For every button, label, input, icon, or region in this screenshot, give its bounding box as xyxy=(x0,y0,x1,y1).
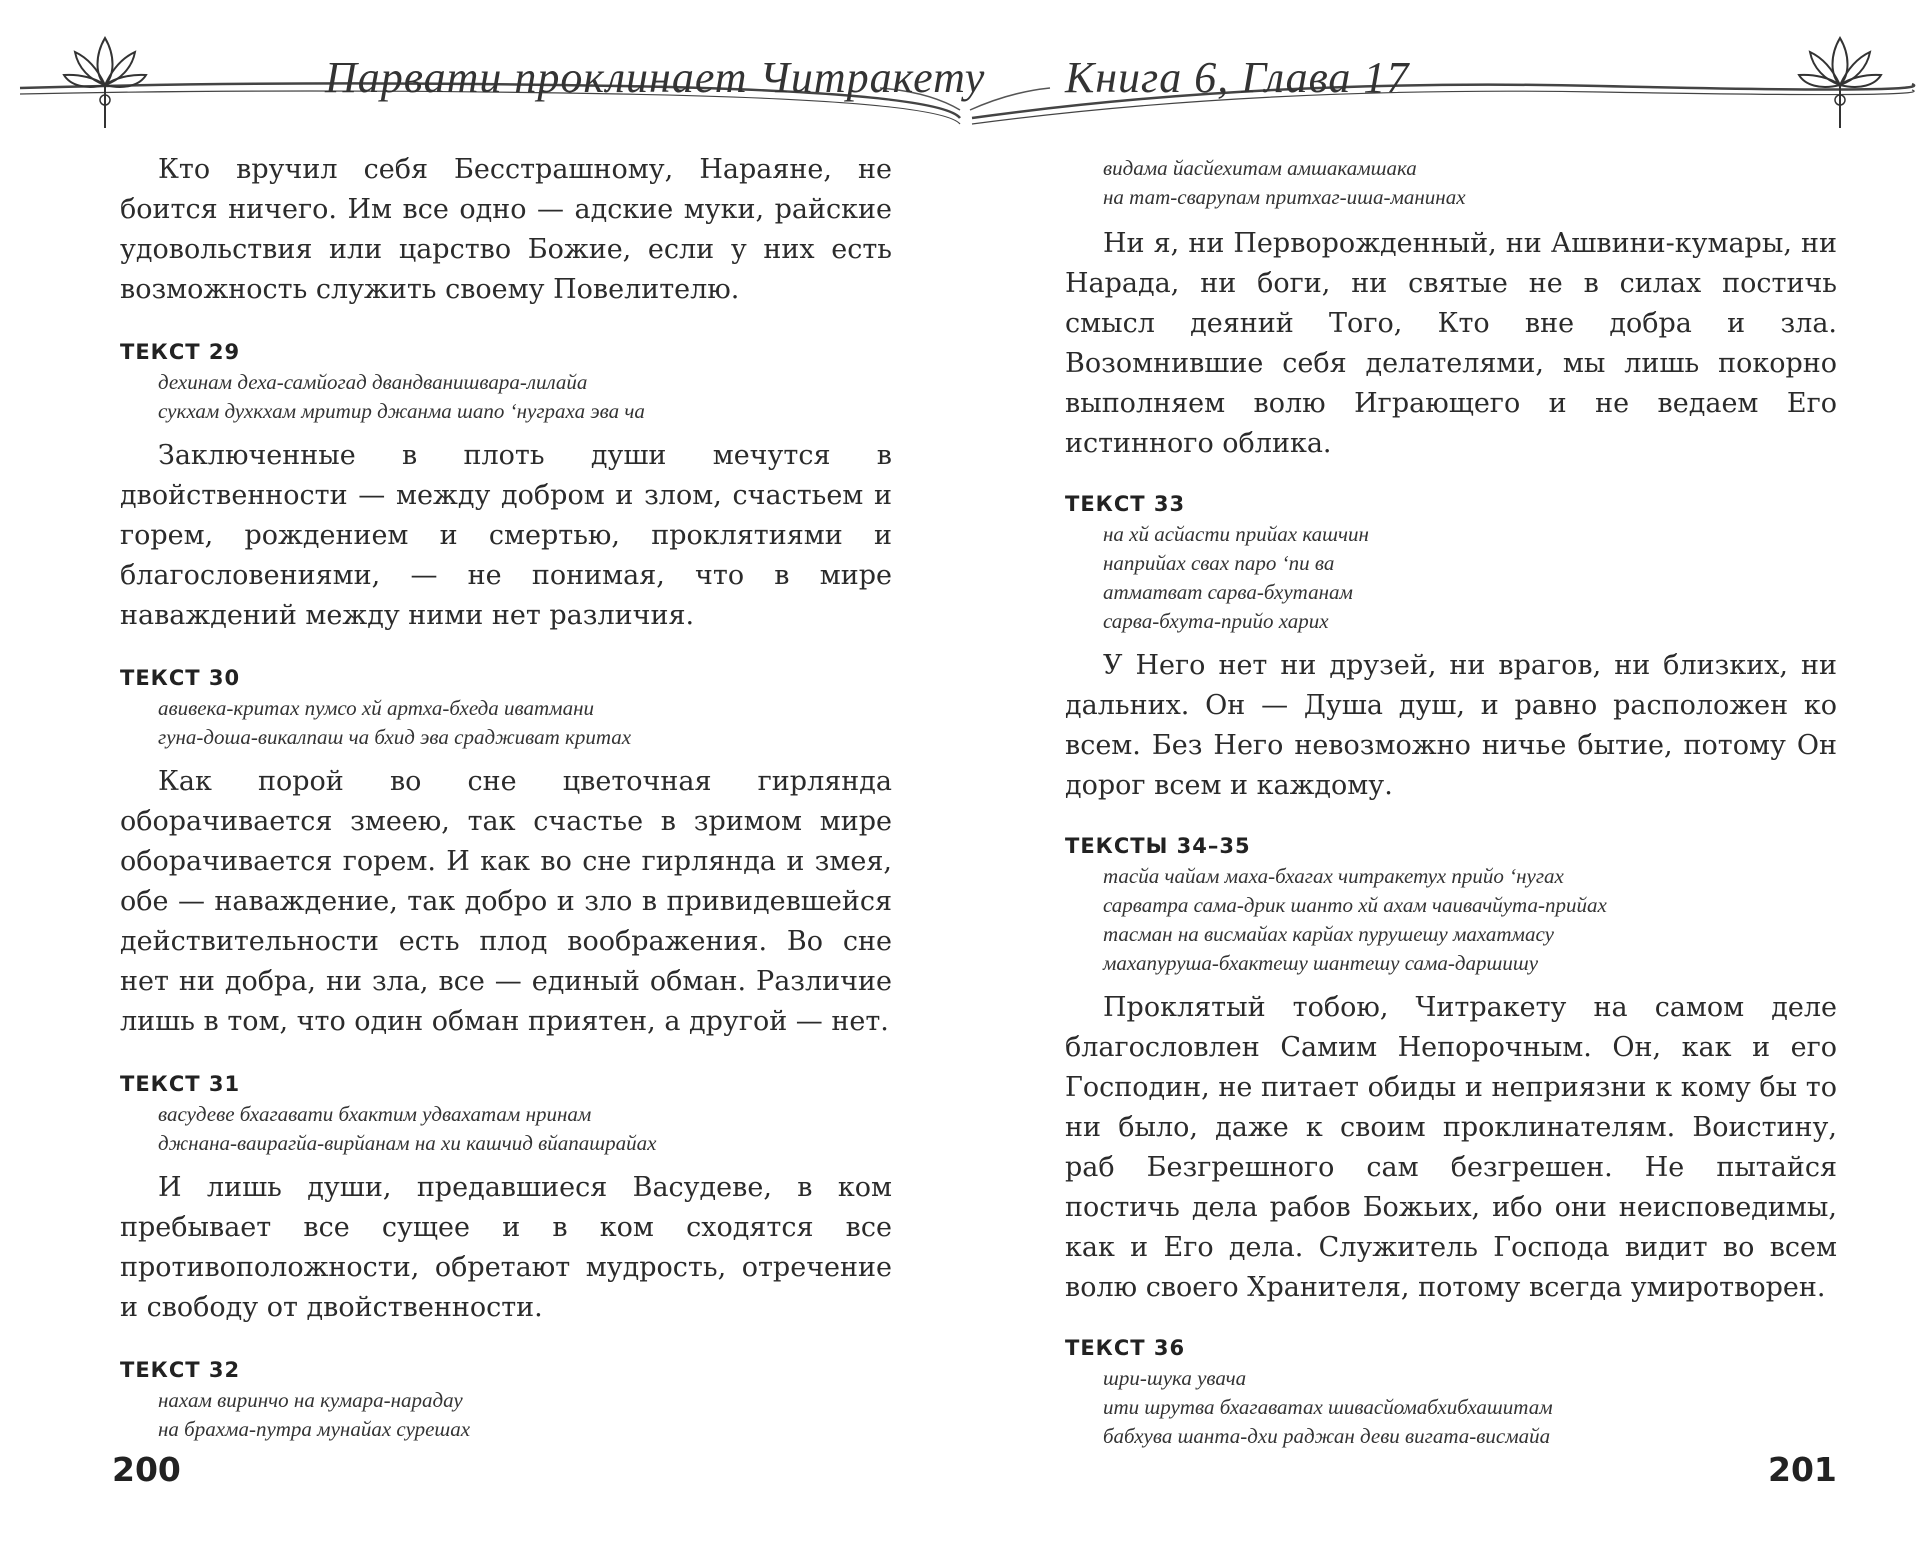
verse-line: бабхува шанта-дхи раджан деви вигата-висмайа xyxy=(1103,1424,1551,1448)
verse-line: на тат-сварупам притхаг-иша-манинах xyxy=(1103,185,1466,209)
text-34-35-heading: ТЕКСТЫ 34–35 xyxy=(1065,834,1251,858)
text-34-35-translation: Проклятый тобою, Читракету на самом деле благословлен Самим Непорочным. Он, как и его Господин, не питает обиды и неприязни к кому бы то ни было, даже к своим проклинателям. Воистину, раб Безгрешного сам безгрешен. Не пытайся постичь дела рабов Божьих, ибо они неисповедимы, как и Его дела. Служитель Господа видит во всем волю своего Хранителя, потому всегда умиротворен. xyxy=(1065,992,1837,1303)
verse-line: сарва-бхута-прийо харих xyxy=(1103,609,1329,633)
text-29-verse xyxy=(158,368,892,426)
text-30-translation: Как порой во сне цветочная гирлянда оборачивается змеею, так счастье в зримом мире оборачивается горем. И как во сне гирлянда и змея, обе — наваждение, так добро и зло в привидевшейся действительности есть плод воображения. Во сне нет ни добра, ни зла, все — единый обман. Различие лишь в том, что один обман приятен, а другой — нет. xyxy=(120,766,892,1037)
text-34-35-verse xyxy=(1103,862,1837,978)
verse-line: тасман на висмайах карйах пурушешу махатмасу xyxy=(1103,922,1554,946)
verse-line: нахам виринчо на кумара-нарадау xyxy=(158,1388,463,1412)
verse-line: махапуруша-бхактешу шантешу сама-даршишу xyxy=(1103,951,1539,975)
text-33-verse xyxy=(1103,520,1837,636)
verse-line: ити шрутва бхагаватах шивасйомабхибхашитам xyxy=(1103,1395,1553,1419)
text-31-translation: И лишь души, предавшиеся Васудеве, в ком пребывает все сущее и в ком сходятся все противоположности, обретают мудрость, отречение и свободу от двойственности. xyxy=(120,1172,892,1323)
text-32-heading: ТЕКСТ 32 xyxy=(120,1358,241,1382)
text-32-verse-continued xyxy=(1103,154,1837,212)
text-36-heading: ТЕКСТ 36 xyxy=(1065,1336,1186,1360)
text-29-heading: ТЕКСТ 29 xyxy=(120,340,241,364)
text-30-verse xyxy=(158,694,892,752)
lotus-ornament-icon xyxy=(1795,30,1885,130)
running-head-left: Парвати проклинает Читракету xyxy=(325,53,986,102)
verse-line: на хй асйасти прийах кашчин xyxy=(1103,522,1369,546)
text-33-heading: ТЕКСТ 33 xyxy=(1065,492,1186,516)
verse-line: дехинам деха-самйогад двандванишвара-лилайа xyxy=(158,370,588,394)
text-36-verse xyxy=(1103,1364,1837,1451)
text-31-heading: ТЕКСТ 31 xyxy=(120,1072,241,1096)
right-page xyxy=(1065,150,1837,1451)
intro-paragraph: Кто вручил себя Бесстрашному, Нараяне, не боится ничего. Им все одно — адские муки, райские удовольствия или царство Божие, если у них есть возможность служить своему Повелителю. xyxy=(120,154,892,305)
verse-line: сарватра сама-дрик шанто хй ахам чаивачйута-прийах xyxy=(1103,893,1607,917)
verse-line: авивека-критах пумсо хй артха-бхеда иватмани xyxy=(158,696,594,720)
text-29-translation: Заключенные в плоть души мечутся в двойственности — между добром и злом, счастьем и горем, рождением и смертью, проклятиями и благословениями, — не понимая, что в мире наваждений между ними нет различия. xyxy=(120,440,892,631)
verse-line: сукхам духкхам мритир джанма шапо ‘нуграха эва ча xyxy=(158,399,645,423)
verse-line: видама йасйехитам амшакамшака xyxy=(1103,156,1417,180)
page-number-left: 200 xyxy=(112,1450,181,1489)
page-number-right: 201 xyxy=(1768,1450,1837,1489)
verse-line: гуна-доша-викалпаш ча бхид эва срадживат критах xyxy=(158,725,632,749)
verse-line: атматват сарва-бхутанам xyxy=(1103,580,1353,604)
verse-line: наприйах свах паро ‘пи ва xyxy=(1103,551,1335,575)
text-32-translation: Ни я, ни Перворожденный, ни Ашвини-кумары, ни Нарада, ни боги, ни святые не в силах постичь смысл деяний Того, Кто вне добра и зла. Возомнившие себя делателями, мы лишь покорно выполняем волю Играющего и не ведаем Его истинного облика. xyxy=(1065,228,1837,459)
verse-line: васудеве бхагавати бхактим удвахатам нринам xyxy=(158,1102,592,1126)
verse-line: тасйа чайам маха-бхагах читракетух прийо ‘нугах xyxy=(1103,864,1564,888)
text-32-verse xyxy=(158,1386,892,1444)
verse-line: шри-шука увача xyxy=(1103,1366,1247,1390)
text-30-heading: ТЕКСТ 30 xyxy=(120,666,241,690)
lotus-ornament-icon xyxy=(60,30,150,130)
verse-line: на брахма-путра мунайах сурешах xyxy=(158,1417,471,1441)
verse-line: джнана-ваирагйа-вирйанам на хи кашчид вйапашрайах xyxy=(158,1131,657,1155)
running-head-right: Книга 6, Глава 17 xyxy=(1065,53,1410,102)
left-page xyxy=(120,150,892,1444)
text-31-verse xyxy=(158,1100,892,1158)
text-33-translation: У Него нет ни друзей, ни врагов, ни близких, ни дальних. Он — Душа душ, и равно расположен ко всем. Без Него невозможно ничье бытие, потому Он дорог всем и каждому. xyxy=(1065,650,1837,801)
